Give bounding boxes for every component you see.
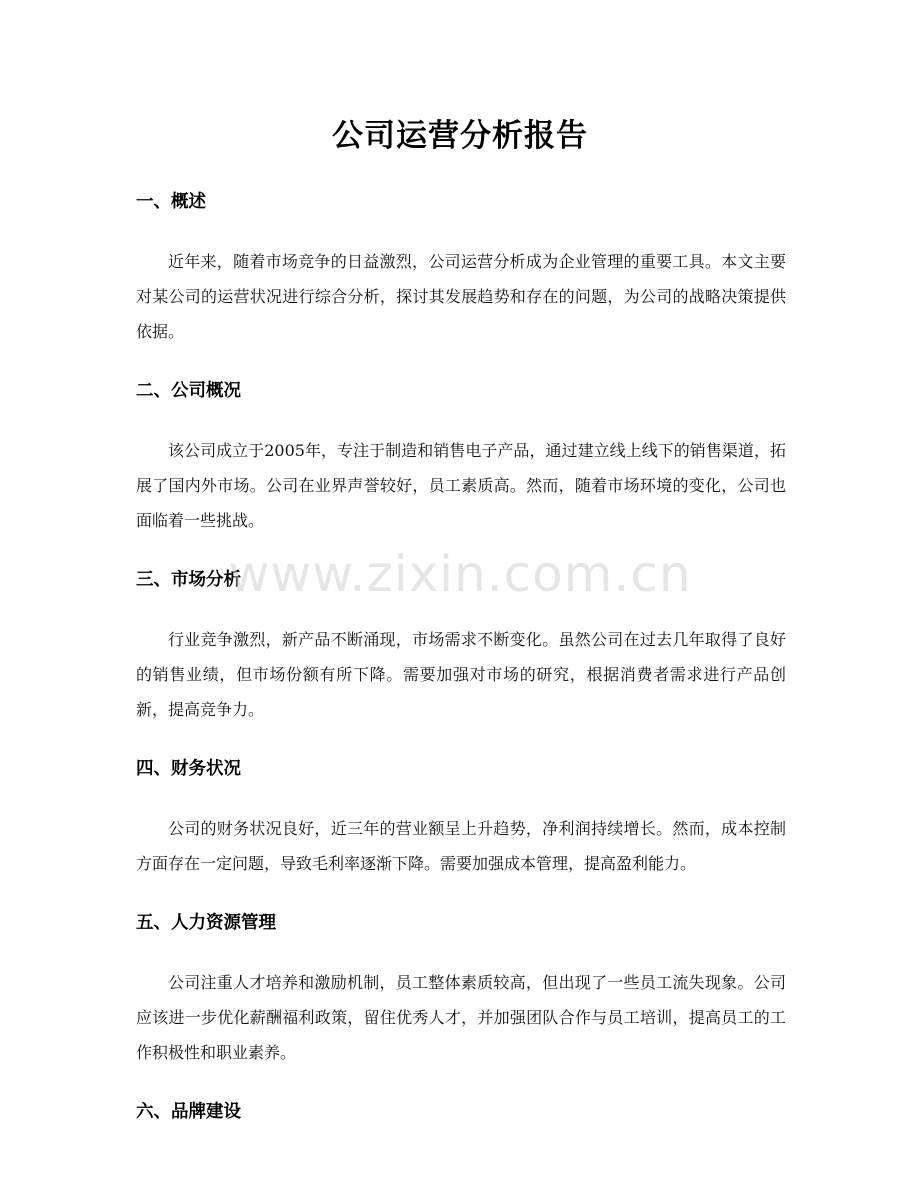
section-paragraph-financial-status: 公司的财务状况良好，近三年的营业额呈上升趋势，净利润持续增长。然而，成本控制方面存在一定问题，导致毛利率逐渐下降。需要加强成本管理，提高盈利能力。: [136, 819, 786, 873]
section-heading-hr-management: 五、人力资源管理: [136, 913, 276, 933]
section-paragraph-overview: 近年来，随着市场竞争的日益激烈，公司运营分析成为企业管理的重要工具。本文主要对某公司的运营状况进行综合分析，探讨其发展趋势和存在的问题，为公司的战略决策提供依据。: [136, 252, 786, 341]
section-heading-market-analysis: 三、市场分析: [136, 570, 241, 590]
watermark: www.zixin.com.cn: [228, 545, 692, 603]
page-title: 公司运营分析报告: [332, 118, 588, 154]
section-paragraph-company-profile: 该公司成立于2005年，专注于制造和销售电子产品，通过建立线上线下的销售渠道，拓展了国内外市场。公司在业界声誉较好，员工素质高。然而，随着市场环境的变化，公司也面临着一些挑战。: [136, 441, 786, 530]
document-body: [136, 188, 786, 1126]
section-heading-overview: 一、概述: [136, 192, 206, 212]
section-paragraph-hr-management: 公司注重人才培养和激励机制，员工整体素质较高，但出现了一些员工流失现象。公司应该进一步优化薪酬福利政策，留住优秀人才，并加强团队合作与员工培训，提高员工的工作积极性和职业素养。: [136, 973, 786, 1062]
section-paragraph-market-analysis: 行业竞争激烈，新产品不断涌现，市场需求不断变化。虽然公司在过去几年取得了良好的销售业绩，但市场份额有所下降。需要加强对市场的研究，根据消费者需求进行产品创新，提高竞争力。: [136, 630, 786, 719]
section-heading-company-profile: 二、公司概况: [136, 381, 241, 401]
section-heading-brand-building: 六、品牌建设: [136, 1102, 241, 1122]
section-heading-financial-status: 四、财务状况: [136, 759, 241, 779]
